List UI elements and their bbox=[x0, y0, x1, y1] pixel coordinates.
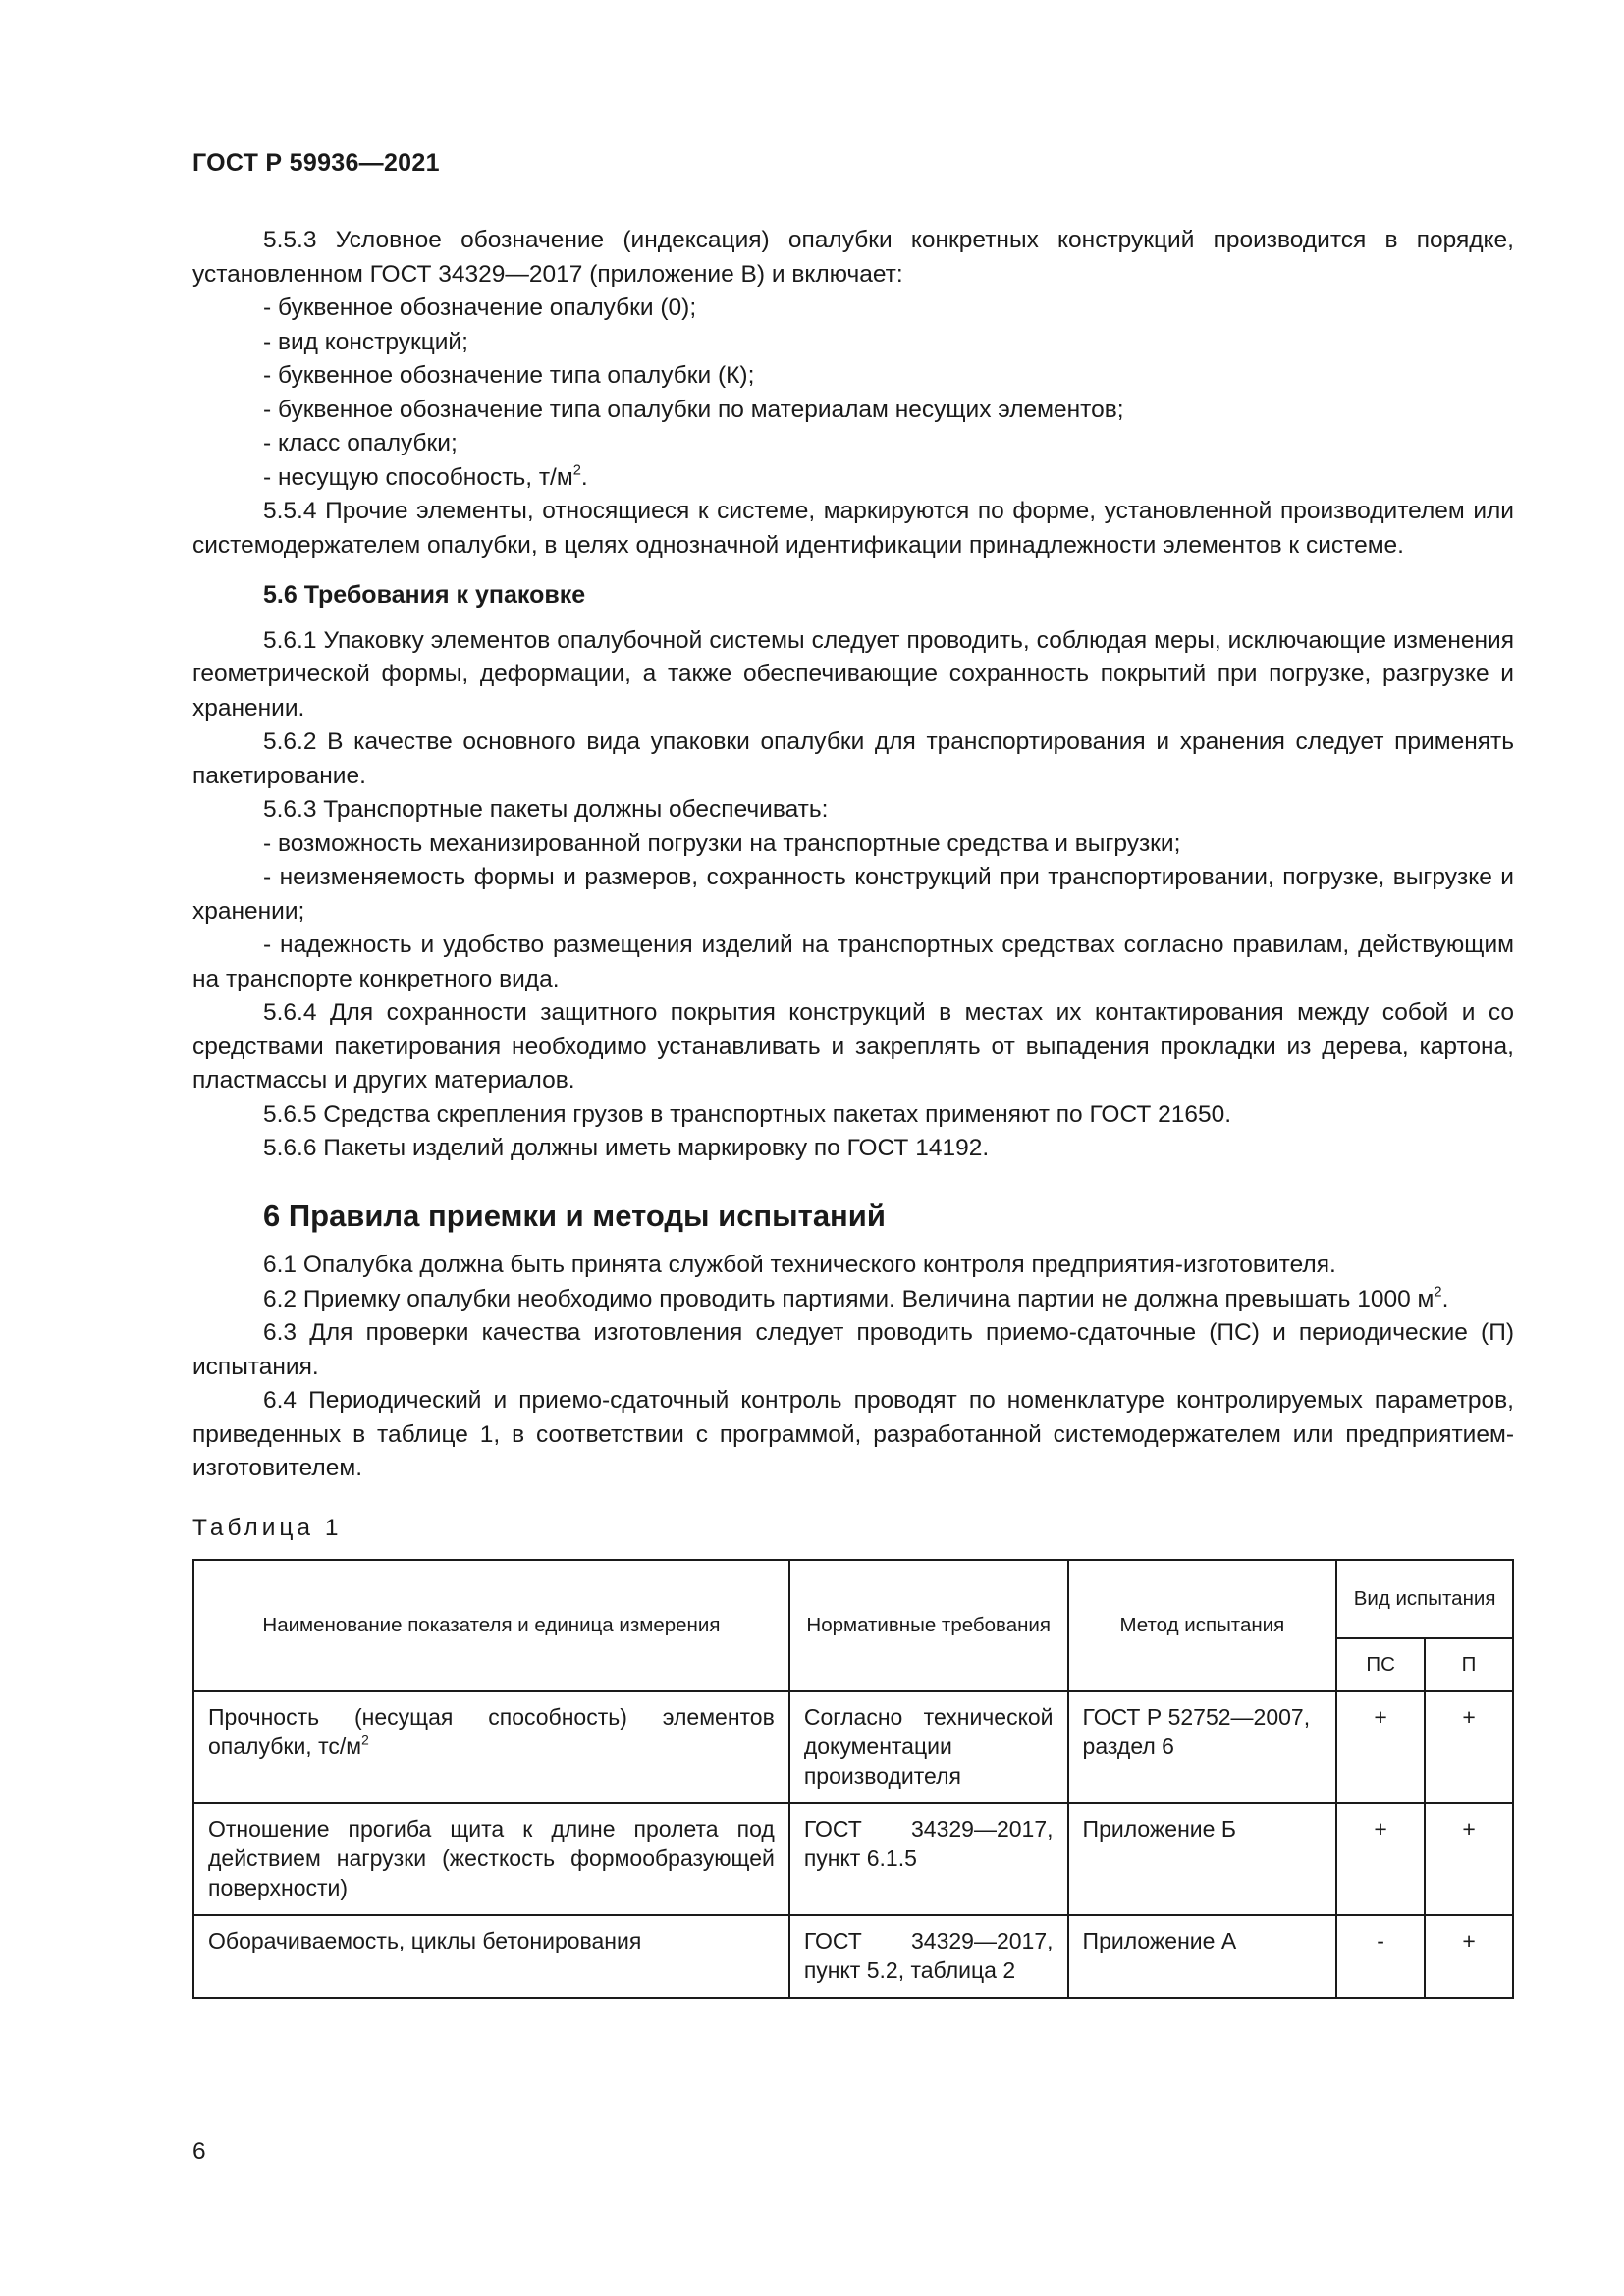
cell-ps: + bbox=[1336, 1691, 1425, 1803]
section-heading-6: 6 Правила приемки и методы испытаний bbox=[263, 1198, 886, 1233]
cell-name: Отношение прогиба щита к длине пролета под действием нагрузки (жесткость формообразующей поверхности) bbox=[193, 1803, 789, 1915]
paragraph-6-4: 6.4 Периодический и приемо-сдаточный контроль проводят по номенклатуре контролируемых параметров, приведенных в таблице 1, в соответствии с программой, разработанной системодержателем или предприятием-изготовителем. bbox=[192, 1387, 1514, 1481]
cell-method: Приложение Б bbox=[1068, 1803, 1337, 1915]
list-item: - надежность и удобство размещения изделий на транспортных средствах согласно правилам, действующим на транспорте конкретного вида. bbox=[192, 932, 1514, 992]
document-header: ГОСТ Р 59936—2021 bbox=[192, 149, 440, 177]
table-row bbox=[193, 1915, 1513, 1998]
list-item: - буквенное обозначение типа опалубки (К); bbox=[263, 362, 755, 389]
list-item: - возможность механизированной погрузки на транспортные средства и выгрузки; bbox=[263, 829, 1181, 857]
cell-ps: + bbox=[1336, 1803, 1425, 1915]
cell-norm: Согласно технической документации производителя bbox=[789, 1691, 1068, 1803]
paragraph-6-2: 6.2 Приемку опалубки необходимо проводить партиями. Величина партии не должна превышать 1000 $м^2$. bbox=[263, 1284, 1449, 1312]
paragraph-5-5-3: 5.5.3 Условное обозначение (индексация) опалубки конкретных конструкций производится в порядке, установленном ГОСТ 34329—2017 (приложение В) и включает: bbox=[192, 227, 1514, 288]
list-item: - буквенное обозначение опалубки (0); bbox=[263, 294, 697, 321]
header-ps: ПС bbox=[1336, 1638, 1425, 1691]
cell-p: + bbox=[1425, 1691, 1513, 1803]
header-name: Наименование показателя и единица измерения bbox=[193, 1560, 789, 1691]
list-item: - неизменяемость формы и размеров, сохранность конструкций при транспортировании, погрузке, выгрузке и хранении; bbox=[192, 864, 1514, 925]
table-row bbox=[193, 1803, 1513, 1915]
table-row bbox=[193, 1691, 1513, 1803]
page-number: 6 bbox=[192, 2138, 206, 2164]
paragraph-5-6-5: 5.6.5 Средства скрепления грузов в транспортных пакетах применяют по ГОСТ 21650. bbox=[263, 1100, 1232, 1128]
paragraph-6-3: 6.3 Для проверки качества изготовления следует проводить приемо-сдаточные (ПС) и периодические (П) испытания. bbox=[192, 1319, 1514, 1380]
list-item: - вид конструкций; bbox=[263, 328, 468, 355]
table-1 bbox=[192, 1559, 1514, 1999]
cell-p: + bbox=[1425, 1915, 1513, 1998]
cell-name: Оборачиваемость, циклы бетонирования bbox=[193, 1915, 789, 1998]
paragraph-5-6-4: 5.6.4 Для сохранности защитного покрытия конструкций в местах их контактирования между собой и со средствами пакетирования необходимо устанавливать и закреплять от выпадения прокладки из дерева, картона, пластмассы и других материалов. bbox=[192, 999, 1514, 1094]
table-caption: Таблица 1 bbox=[192, 1514, 343, 1541]
list-item: - класс опалубки; bbox=[263, 430, 458, 456]
paragraph-5-5-4: 5.5.4 Прочие элементы, относящиеся к системе, маркируются по форме, установленной производителем или системодержателем опалубки, в целях однозначной идентификации принадлежности элементов к системе. bbox=[192, 498, 1514, 559]
cell-norm: ГОСТ 34329—2017, пункт 5.2, таблица 2 bbox=[789, 1915, 1068, 1998]
document-body bbox=[192, 224, 1514, 1999]
paragraph-5-6-6: 5.6.6 Пакеты изделий должны иметь маркировку по ГОСТ 14192. bbox=[263, 1135, 990, 1161]
header-norm: Нормативные требования bbox=[789, 1560, 1068, 1691]
paragraph-5-6-2: 5.6.2 В качестве основного вида упаковки опалубки для транспортирования и хранения следует применять пакетирование. bbox=[192, 728, 1514, 789]
section-heading-5-6: 5.6 Требования к упаковке bbox=[263, 581, 586, 609]
cell-method: ГОСТ Р 52752—2007, раздел 6 bbox=[1068, 1691, 1337, 1803]
cell-name: Прочность (несущая способность) элементов опалубки, $тс/м^2$ bbox=[193, 1691, 789, 1803]
list-item: - буквенное обозначение типа опалубки по материалам несущих элементов; bbox=[263, 396, 1124, 423]
cell-norm: ГОСТ 34329—2017, пункт 6.1.5 bbox=[789, 1803, 1068, 1915]
paragraph-5-6-3: 5.6.3 Транспортные пакеты должны обеспечивать: bbox=[263, 796, 829, 823]
cell-p: + bbox=[1425, 1803, 1513, 1915]
header-method: Метод испытания bbox=[1068, 1560, 1337, 1691]
list-item: - несущую способность, $т/м^2$. bbox=[263, 462, 588, 491]
cell-method: Приложение А bbox=[1068, 1915, 1337, 1998]
paragraph-5-6-1: 5.6.1 Упаковку элементов опалубочной системы следует проводить, соблюдая меры, исключающие изменения геометрической формы, деформации, а также обеспечивающие сохранность покрытий при погрузке, разгрузке и хранении. bbox=[192, 626, 1514, 721]
header-test-type: Вид испытания bbox=[1336, 1560, 1513, 1638]
cell-ps: - bbox=[1336, 1915, 1425, 1998]
paragraph-6-1: 6.1 Опалубка должна быть принята службой технического контроля предприятия-изготовителя. bbox=[263, 1252, 1336, 1278]
header-p: П bbox=[1425, 1638, 1513, 1691]
